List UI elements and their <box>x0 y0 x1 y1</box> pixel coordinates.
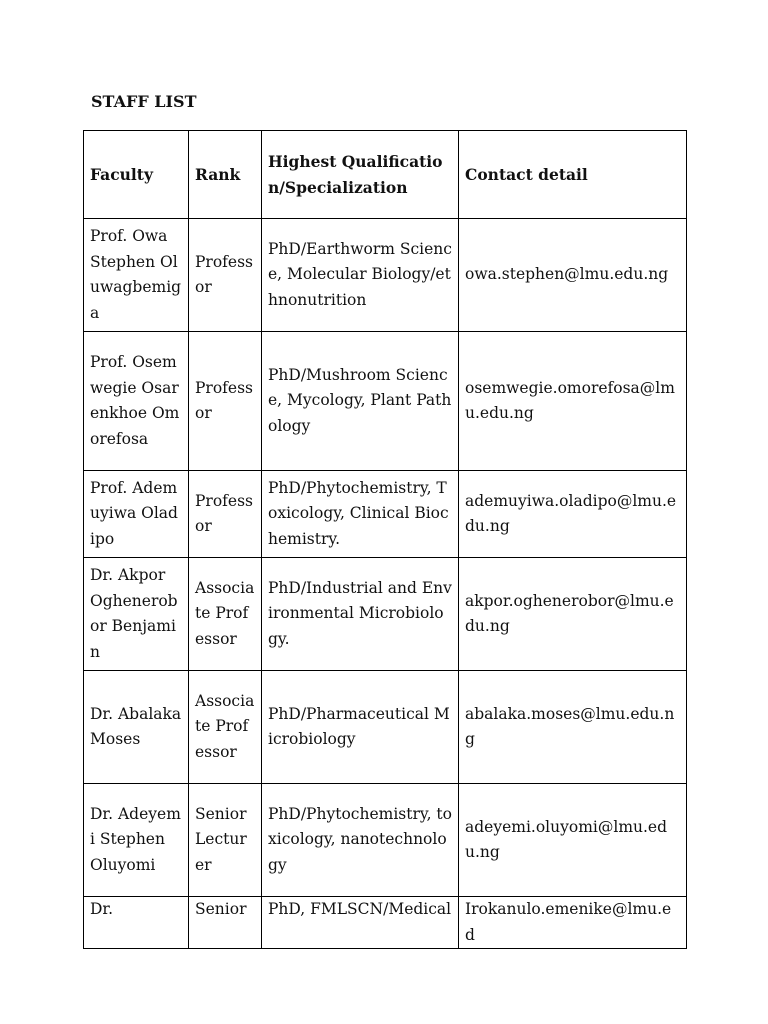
table-row <box>84 671 687 784</box>
contact-email-link[interactable]: owa.stephen@lmu.edu.ng <box>459 219 687 332</box>
contact-email-link[interactable]: adeyemi.oluyomi@lmu.edu.ng <box>459 784 687 897</box>
rank-cell: Associate Professor <box>189 558 262 671</box>
faculty-cell: Prof. Ademuyiwa Oladipo <box>84 471 189 558</box>
rank-cell: Associate Professor <box>189 671 262 784</box>
contact-email-link[interactable]: Irokanulo.emenike@lmu.ed <box>459 897 687 949</box>
contact-email-link[interactable]: ademuyiwa.oladipo@lmu.edu.ng <box>459 471 687 558</box>
table-row <box>84 784 687 897</box>
table-row <box>84 558 687 671</box>
page-title: STAFF LIST <box>91 92 197 111</box>
header-rank: Rank <box>189 131 262 219</box>
faculty-cell: Prof. Owa Stephen Oluwagbemiga <box>84 219 189 332</box>
qualification-cell: PhD/Mushroom Science, Mycology, Plant Pathology <box>262 332 459 471</box>
qualification-cell: PhD, FMLSCN/Medical <box>262 897 459 949</box>
faculty-cell: Dr. Abalaka Moses <box>84 671 189 784</box>
faculty-cell: Prof. Osemwegie Osarenkhoe Omorefosa <box>84 332 189 471</box>
qualification-cell: PhD/Pharmaceutical Microbiology <box>262 671 459 784</box>
contact-email-link[interactable]: akpor.oghenerobor@lmu.edu.ng <box>459 558 687 671</box>
rank-cell: Professor <box>189 332 262 471</box>
contact-email-link[interactable]: osemwegie.omorefosa@lmu.edu.ng <box>459 332 687 471</box>
table-row <box>84 219 687 332</box>
rank-cell: Professor <box>189 471 262 558</box>
faculty-cell: Dr. Akpor Oghenerobor Benjamin <box>84 558 189 671</box>
header-contact: Contact detail <box>459 131 687 219</box>
table-row <box>84 471 687 558</box>
rank-cell: Professor <box>189 219 262 332</box>
table-row <box>84 897 687 949</box>
qualification-cell: PhD/Phytochemistry, toxicology, nanotechnology <box>262 784 459 897</box>
qualification-cell: PhD/Phytochemistry, Toxicology, Clinical Biochemistry. <box>262 471 459 558</box>
qualification-cell: PhD/Earthworm Science, Molecular Biology/ethnonutrition <box>262 219 459 332</box>
faculty-cell: Dr. <box>84 897 189 949</box>
faculty-cell: Dr. Adeyemi Stephen Oluyomi <box>84 784 189 897</box>
table-row <box>84 332 687 471</box>
header-qualification: Highest Qualification/Specialization <box>262 131 459 219</box>
staff-table <box>83 130 687 949</box>
header-faculty: Faculty <box>84 131 189 219</box>
table-header-row <box>84 131 687 219</box>
qualification-cell: PhD/Industrial and Environmental Microbiology. <box>262 558 459 671</box>
rank-cell: Senior Lecturer <box>189 784 262 897</box>
rank-cell: Senior <box>189 897 262 949</box>
contact-email-link[interactable]: abalaka.moses@lmu.edu.ng <box>459 671 687 784</box>
